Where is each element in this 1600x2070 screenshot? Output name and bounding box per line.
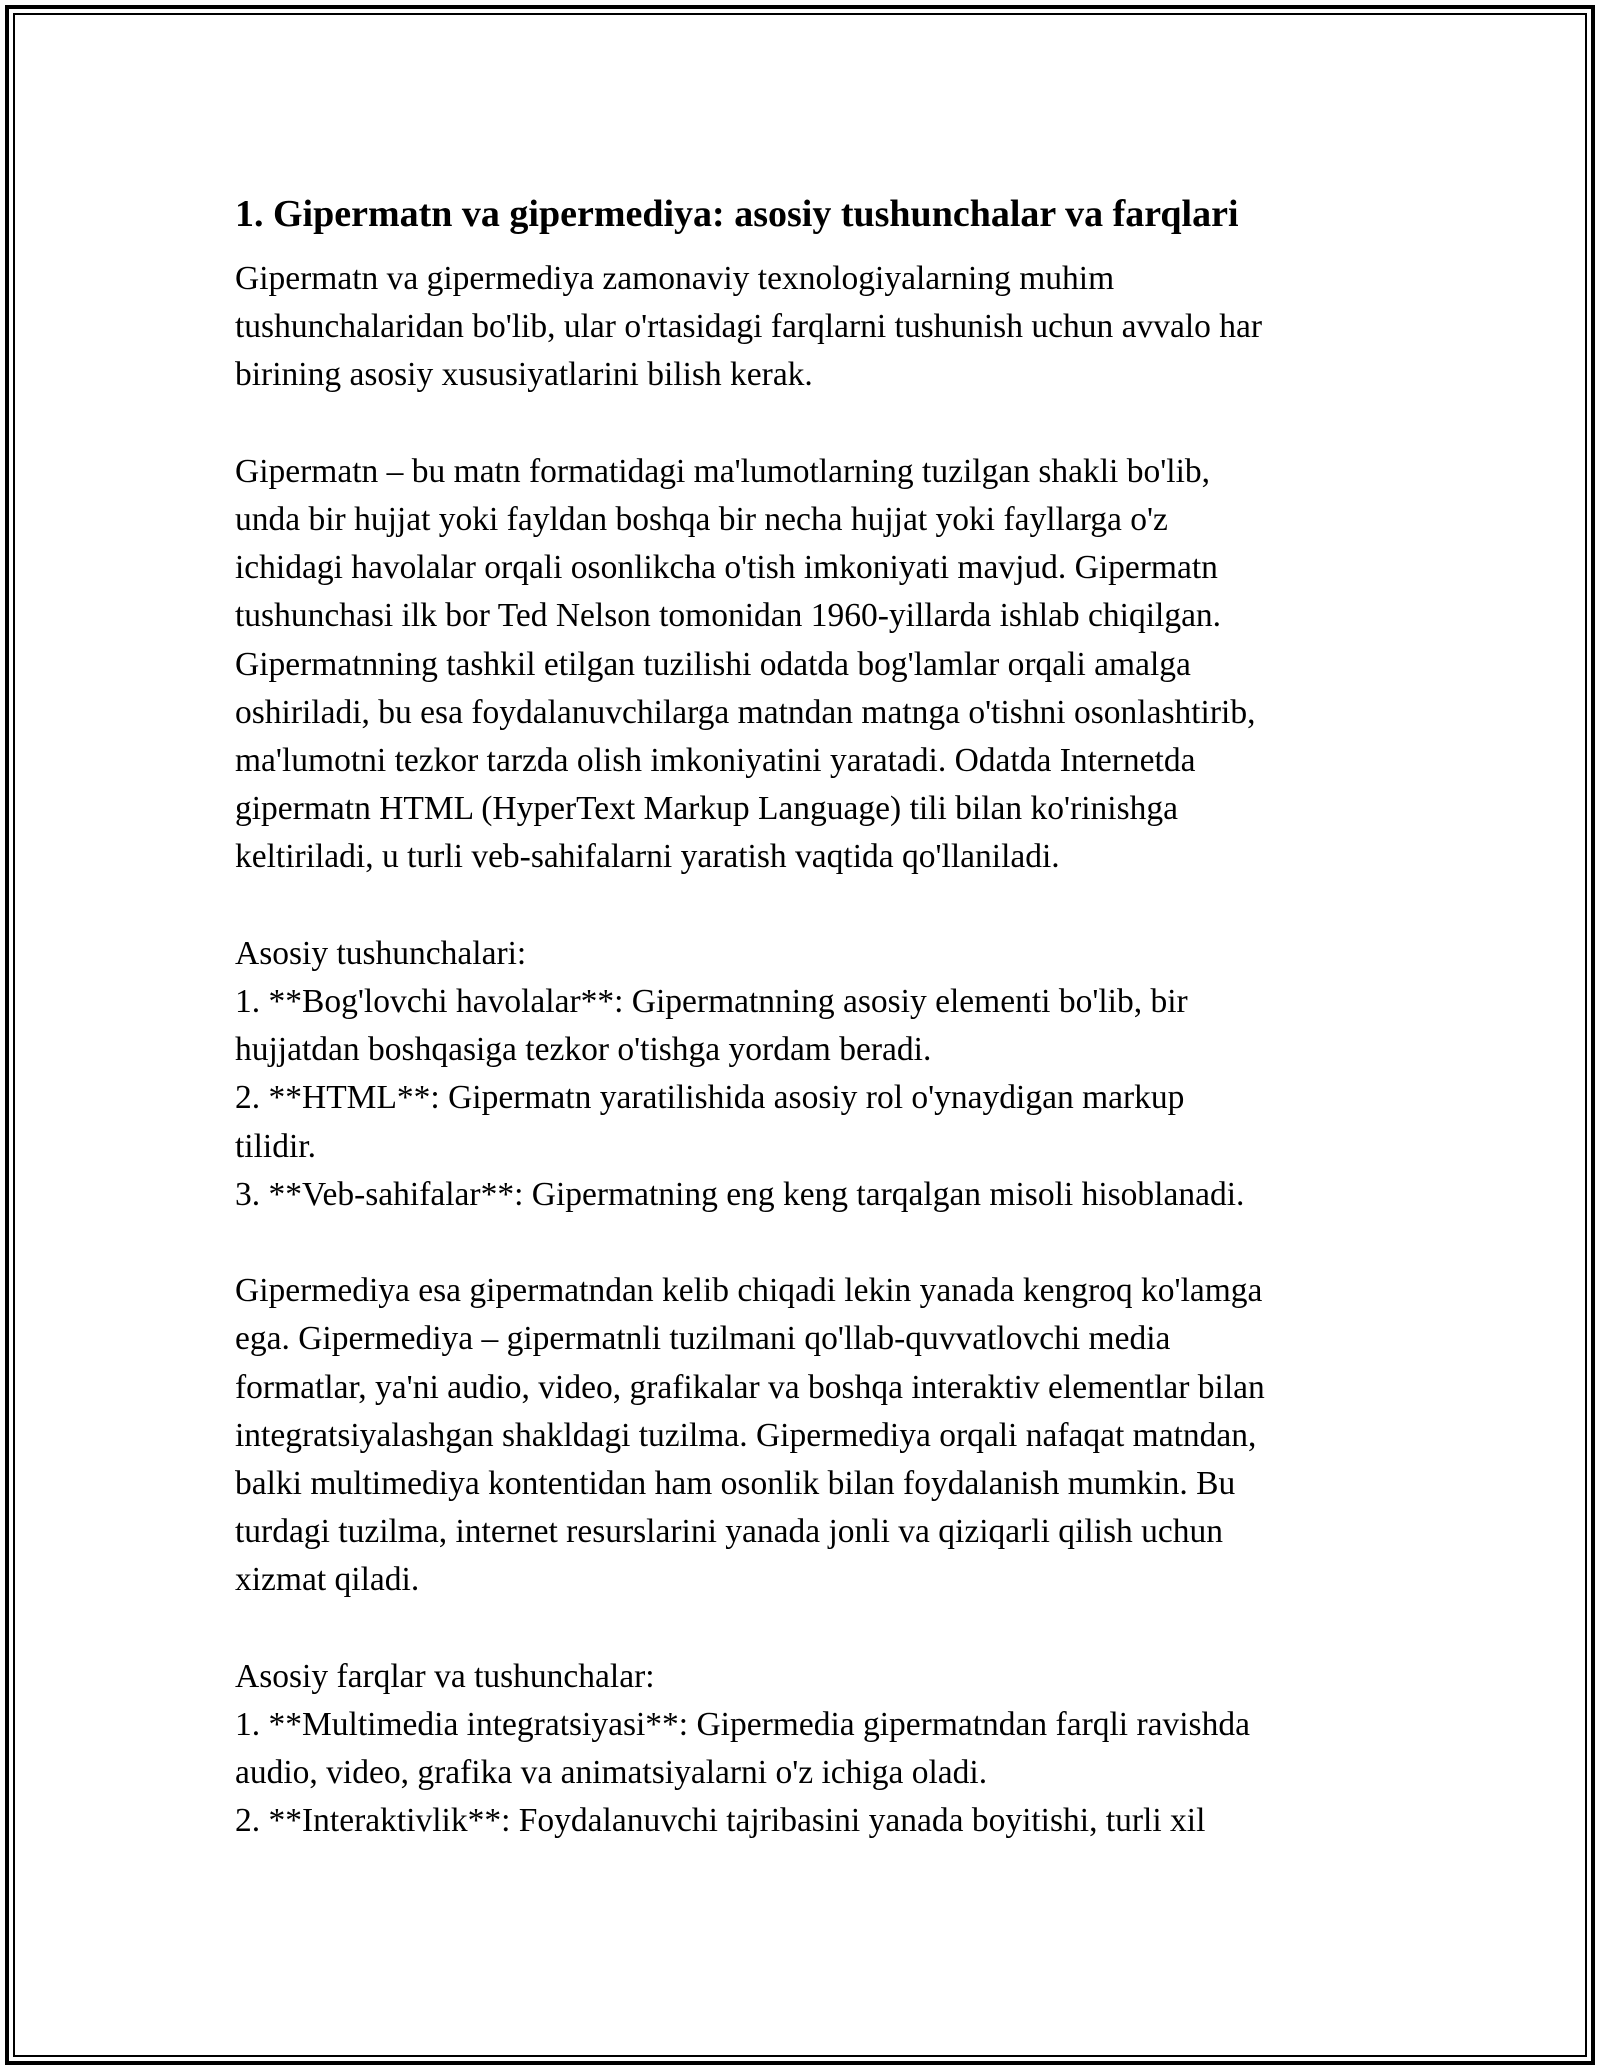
text-line: ega. Gipermediya – gipermatnli tuzilmani qo'llab-quvvatlovchi media — [235, 1320, 1171, 1358]
text-line: gipermatn HTML (HyperText Markup Language) tili bilan ko'rinishga — [235, 790, 1178, 828]
text-line: unda bir hujjat yoki fayldan boshqa bir necha hujjat yoki fayllarga o'z — [235, 501, 1168, 538]
text-line: keltiriladi, u turli veb-sahifalarni yaratish vaqtida qo'llaniladi. — [235, 838, 1060, 876]
text-line: formatlar, ya'ni audio, video, grafikalar va boshqa interaktiv elementlar bilan — [235, 1368, 1265, 1406]
text-line: tushunchalaridan bo'lib, ular o'rtasidagi farqlarni tushunish uchun avvalo har — [235, 308, 1263, 346]
text-line: turdagi tuzilma, internet resurslarini yanada jonli va qiziqarli qilish uchun — [235, 1513, 1223, 1551]
list-heading: Asosiy tushunchalari: — [235, 934, 527, 972]
list-heading: Asosiy farqlar va tushunchalar: — [235, 1657, 655, 1695]
list-item: audio, video, grafika va animatsiyalarni o'z ichiga oladi. — [235, 1754, 988, 1792]
list-item: 1. **Multimedia integratsiyasi**: Gipermedia gipermatndan farqli ravishda — [235, 1706, 1250, 1744]
text-line: balki multimediya kontentidan ham osonlik bilan foydalanish mumkin. Bu — [235, 1465, 1236, 1503]
document-body — [235, 185, 1385, 1846]
text-line: Gipermediya esa gipermatndan kelib chiqadi lekin yanada kengroq ko'lamga — [235, 1272, 1263, 1310]
list-item: 2. **Interaktivlik**: Foydalanuvchi tajribasini yanada boyitishi, turli xil — [235, 1802, 1206, 1840]
section-heading: 1. Gipermatn va gipermediya: asosiy tushunchalar va farqlari — [235, 193, 1239, 235]
text-line: Gipermatn – bu matn formatidagi ma'lumotlarning tuzilgan shakli bo'lib, — [235, 452, 1211, 490]
list-item: 1. **Bog'lovchi havolalar**: Gipermatnning asosiy elementi bo'lib, bir — [235, 983, 1188, 1021]
list-item: 3. **Veb-sahifalar**: Gipermatning eng keng tarqalgan misoli hisoblanadi. — [235, 1175, 1245, 1213]
text-line: integratsiyalashgan shakldagi tuzilma. Gipermediya orqali nafaqat matndan, — [235, 1416, 1257, 1454]
hypermedia-paragraph — [235, 1267, 1385, 1604]
text-line: xizmat qiladi. — [235, 1561, 420, 1599]
text-line: tushunchasi ilk bor Ted Nelson tomonidan 1960-yillarda ishlab chiqilgan. — [235, 597, 1222, 635]
text-line: birining asosiy xususiyatlarini bilish kerak. — [235, 356, 813, 394]
text-line: Gipermatn va gipermediya zamonaviy texnologiyalarning muhim — [235, 260, 1115, 297]
list-item: 2. **HTML**: Gipermatn yaratilishida asosiy rol o'ynaydigan markup — [235, 1079, 1185, 1117]
hypertext-paragraph — [235, 448, 1385, 882]
intro-paragraph — [235, 255, 1385, 400]
hypertext-concepts-list — [235, 930, 1385, 1219]
list-item: hujjatdan boshqasiga tezkor o'tishga yordam beradi. — [235, 1031, 932, 1069]
text-line: ichidagi havolalar orqali osonlikcha o'tish imkoniyati mavjud. Gipermatn — [235, 549, 1218, 587]
text-line: ma'lumotni tezkor tarzda olish imkoniyatini yaratadi. Odatda Internetda — [235, 742, 1196, 780]
list-item: tilidir. — [235, 1127, 316, 1165]
differences-list — [235, 1653, 1385, 1846]
text-line: Gipermatnning tashkil etilgan tuzilishi odatda bog'lamlar orqali amalga — [235, 645, 1191, 683]
text-line: oshiriladi, bu esa foydalanuvchilarga matndan matnga o'tishni osonlashtirib, — [235, 693, 1256, 731]
